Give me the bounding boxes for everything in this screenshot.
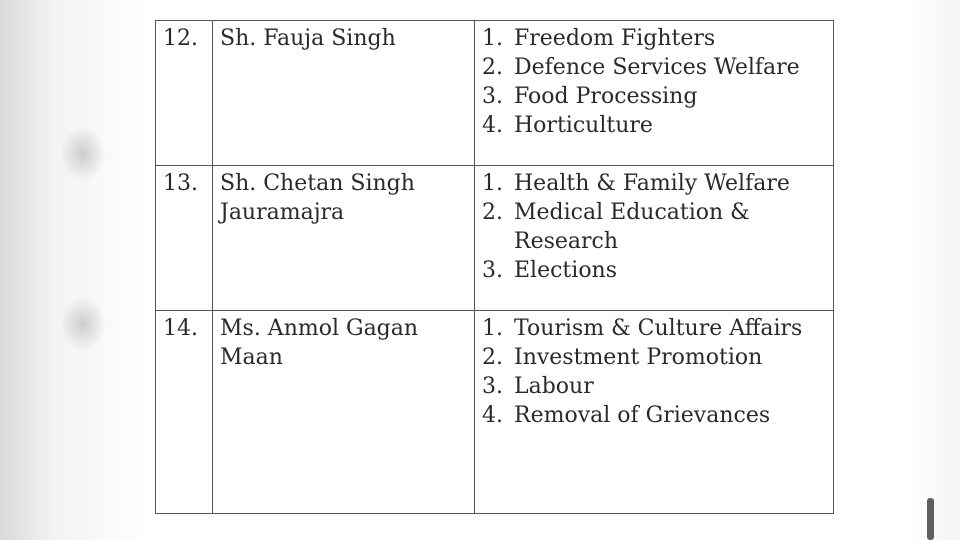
- portfolio-text: Elections: [514, 258, 618, 283]
- table-row: [156, 21, 834, 166]
- scan-smudge: [60, 296, 106, 352]
- portfolio-number: 3.: [482, 84, 503, 109]
- portfolio-text: Investment Promotion: [514, 345, 763, 370]
- list-item: [482, 169, 827, 198]
- list-item: [482, 256, 827, 285]
- portfolio-number: 2.: [482, 55, 503, 80]
- serial-number: 14.: [156, 311, 213, 514]
- list-item: [482, 198, 827, 256]
- portfolio-number: 1.: [482, 171, 503, 196]
- portfolio-list: [475, 166, 834, 311]
- list-item: [482, 82, 827, 111]
- serial-number: 12.: [156, 21, 213, 166]
- portfolio-text: Freedom Fighters: [514, 26, 716, 51]
- table-row: [156, 311, 834, 514]
- list-item: [482, 314, 827, 343]
- page-left-shadow: [0, 0, 150, 540]
- page-right-shadow: [905, 0, 960, 540]
- scan-smudge: [60, 126, 106, 182]
- minister-name: Sh. Chetan Singh Jauramajra: [213, 166, 475, 311]
- list-item: [482, 24, 827, 53]
- portfolio-text: Health & Family Welfare: [514, 171, 790, 196]
- minister-name: Ms. Anmol Gagan Maan: [213, 311, 475, 514]
- portfolio-table: [155, 20, 834, 514]
- list-item: [482, 343, 827, 372]
- list-item: [482, 111, 827, 140]
- scrollbar-thumb[interactable]: [927, 498, 934, 540]
- portfolio-number: 3.: [482, 258, 503, 283]
- portfolio-number: 4.: [482, 113, 503, 138]
- portfolio-list: [475, 311, 834, 514]
- minister-name: Sh. Fauja Singh: [213, 21, 475, 166]
- portfolio-list: [475, 21, 834, 166]
- portfolio-number: 4.: [482, 403, 503, 428]
- portfolio-number: 3.: [482, 374, 503, 399]
- portfolio-number: 1.: [482, 26, 503, 51]
- list-item: [482, 401, 827, 430]
- portfolio-text: Removal of Grievances: [514, 403, 771, 428]
- portfolio-number: 2.: [482, 200, 503, 225]
- portfolio-number: 2.: [482, 345, 503, 370]
- portfolio-text: Defence Services Welfare: [514, 55, 800, 80]
- portfolio-text: Labour: [514, 374, 594, 399]
- portfolio-text: Horticulture: [514, 113, 653, 138]
- list-item: [482, 372, 827, 401]
- serial-number: 13.: [156, 166, 213, 311]
- portfolio-text: Food Processing: [514, 84, 698, 109]
- portfolio-text: Tourism & Culture Affairs: [514, 316, 803, 341]
- list-item: [482, 53, 827, 82]
- table-row: [156, 166, 834, 311]
- portfolio-number: 1.: [482, 316, 503, 341]
- portfolio-text: Medical Education & Research: [514, 200, 750, 254]
